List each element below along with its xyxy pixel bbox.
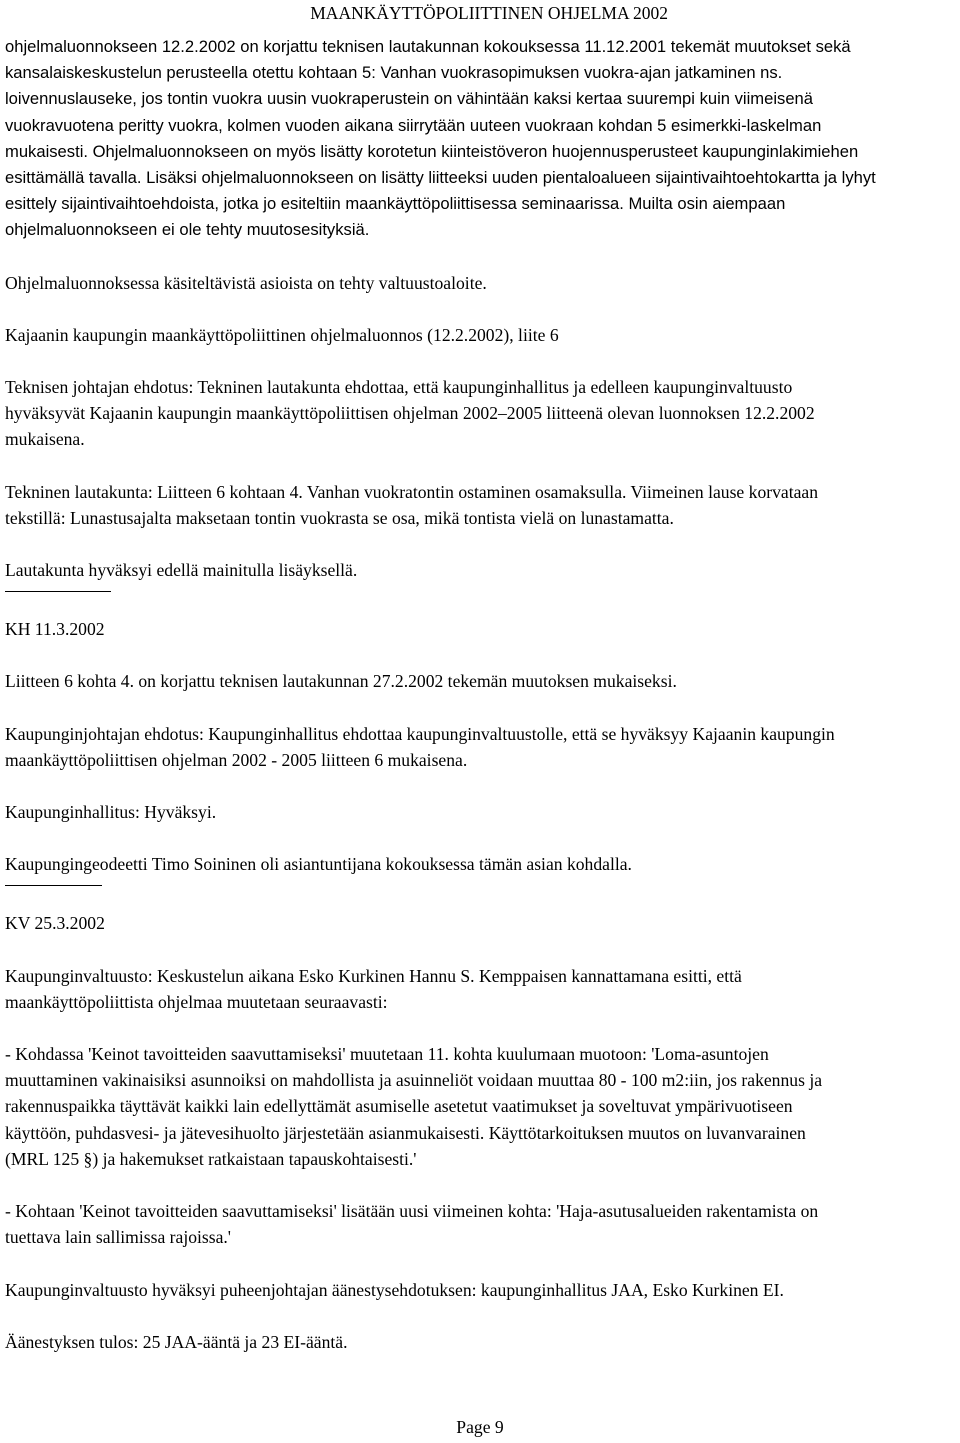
paragraph-technical-board (5, 479, 955, 531)
paragraph-technical-director-proposal (5, 374, 955, 453)
text-line: mukaisesti. Ohjelmaluonnokseen on myös lisätty korotetun kiinteistöveron huojennusperusteet kaupunginlakimiehen (5, 141, 859, 161)
paragraph-voting-proposal: Kaupunginvaltuusto hyväksyi puheenjohtajan äänestysehdotuksen: kaupunginhallitus JAA, Esko Kurkinen EI. (5, 1279, 784, 1300)
text-line: esittely sijaintivaihtoehdoista, jotka jo esiteltiin maankäyttöpoliittisessa seminaarissa. Muilta osin aiempaan (5, 194, 786, 214)
document-body (5, 34, 955, 1355)
text-line: - Kohtaan 'Keinot tavoitteiden saavuttamiseksi' lisätään uusi viimeinen kohta: 'Haja-asutusalueiden rakentamista on (5, 1201, 819, 1222)
text-line: maankäyttöpoliittisen ohjelman 2002 - 2005 liitteen 6 mukaisena. (5, 749, 468, 770)
section-divider (5, 885, 102, 886)
paragraph-voting-result: Äänestyksen tulos: 25 JAA-ääntä ja 23 EI-ääntä. (5, 1331, 348, 1352)
paragraph-amendment-two (5, 1198, 955, 1250)
paragraph-attachment-correction: Liitteen 6 kohta 4. on korjattu teknisen lautakunnan 27.2.2002 tekemän muutoksen mukaiseksi. (5, 671, 677, 692)
page-header: MAANKÄYTTÖPOLIITTINEN OHJELMA 2002 (310, 3, 668, 23)
text-line: esittämällä tavalla. Lisäksi ohjelmaluonnokseen on lisätty liitteeksi uuden pientaloalueen sijaintivaihtoehtokartta ja lyhyt (5, 168, 876, 188)
text-line: muuttaminen vakinaisiksi asunnoiksi on mahdollista ja asuinneliöt voidaan muuttaa 80 - 100 m2:iin, jos rakennus ja (5, 1070, 823, 1091)
text-line: (MRL 125 §) ja hakemukset ratkaistaan tapauskohtaisesti.' (5, 1148, 417, 1169)
text-line: Kaupunginvaltuusto: Keskustelun aikana Esko Kurkinen Hannu S. Kemppaisen kannattamana esitti, että (5, 965, 742, 986)
paragraph-council-initiative: Ohjelmaluonnoksessa käsiteltävistä asioista on tehty valtuustoaloite. (5, 272, 487, 293)
text-line: ohjelmaluonnokseen ei ole tehty muutosesityksiä. (5, 220, 370, 240)
text-line: kansalaiskeskustelun perusteella otettu kohtaan 5: Vanhan vuokrasopimuksen vuokra-ajan jatkaminen ns. (5, 63, 783, 83)
paragraph-attachment-reference: Kajaanin kaupungin maankäyttöpoliittinen ohjelmaluonnos (12.2.2002), liite 6 (5, 324, 559, 345)
paragraph-council-discussion (5, 963, 955, 1015)
text-line: mukaisena. (5, 429, 85, 450)
text-line: loivennuslauseke, jos tontin vuokra uusin vuokraperustein on vähintään kaksi kertaa suurempi kuin viimeisenä (5, 89, 814, 109)
paragraph-expert-note: Kaupungingeodeetti Timo Soininen oli asiantuntijana kokouksessa tämän asian kohdalla. (5, 854, 632, 875)
paragraph-amendment-one (5, 1041, 955, 1172)
text-line: - Kohdassa 'Keinot tavoitteiden saavuttamiseksi' muutetaan 11. kohta kuulumaan muotoon: 'Loma-asuntojen (5, 1044, 769, 1065)
text-line: maankäyttöpoliittista ohjelmaa muutetaan seuraavasti: (5, 991, 388, 1012)
text-line: Kaupunginjohtajan ehdotus: Kaupunginhallitus ehdottaa kaupunginvaltuustolle, että se hyväksyy Kajaanin kaupungin (5, 723, 835, 744)
text-line: Tekninen lautakunta: Liitteen 6 kohtaan 4. Vanhan vuokratontin ostaminen osamaksulla. Viimeinen lause korvataan (5, 481, 819, 502)
paragraph-mayor-proposal (5, 721, 955, 773)
paragraph-board-decision: Lautakunta hyväksyi edellä mainitulla lisäyksellä. (5, 560, 358, 581)
meeting-date-kv: KV 25.3.2002 (5, 913, 105, 934)
text-line: vuokravuotena peritty vuokra, kolmen vuoden aikana siirrytään uuteen vuokraan kohdan 5 esimerkki-laskelman (5, 115, 822, 135)
text-line: tekstillä: Lunastusajalta maksetaan tontin vuokrasta se osa, mikä tontista vielä on lunastamatta. (5, 507, 674, 528)
paragraph-intro (5, 34, 955, 244)
text-line: rakennuspaikka täyttävät kaikki lain edellyttämät asumiselle asetetut vaatimukset ja soveltuvat ympärivuotiseen (5, 1096, 793, 1117)
text-line: käyttöön, puhdasvesi- ja jätevesihuolto järjestetään asianmukaisesti. Käyttötarkoituksen muutos on luvanvarainen (5, 1122, 806, 1143)
paragraph-city-board-decision: Kaupunginhallitus: Hyväksyi. (5, 802, 217, 823)
text-line: Teknisen johtajan ehdotus: Tekninen lautakunta ehdottaa, että kaupunginhallitus ja edelleen kaupunginvaltuusto (5, 377, 793, 398)
text-line: ohjelmaluonnokseen 12.2.2002 on korjattu teknisen lautakunnan kokouksessa 11.12.2001 tekemät muutokset sekä (5, 37, 851, 56)
page-number: Page 9 (456, 1417, 504, 1437)
section-divider (5, 591, 111, 592)
text-line: hyväksyvät Kajaanin kaupungin maankäyttöpoliittisen ohjelman 2002–2005 liitteenä olevan luonnoksen 12.2.2002 (5, 403, 815, 424)
meeting-date-kh: KH 11.3.2002 (5, 619, 105, 640)
text-line: tuettava lain sallimissa rajoissa.' (5, 1227, 231, 1248)
